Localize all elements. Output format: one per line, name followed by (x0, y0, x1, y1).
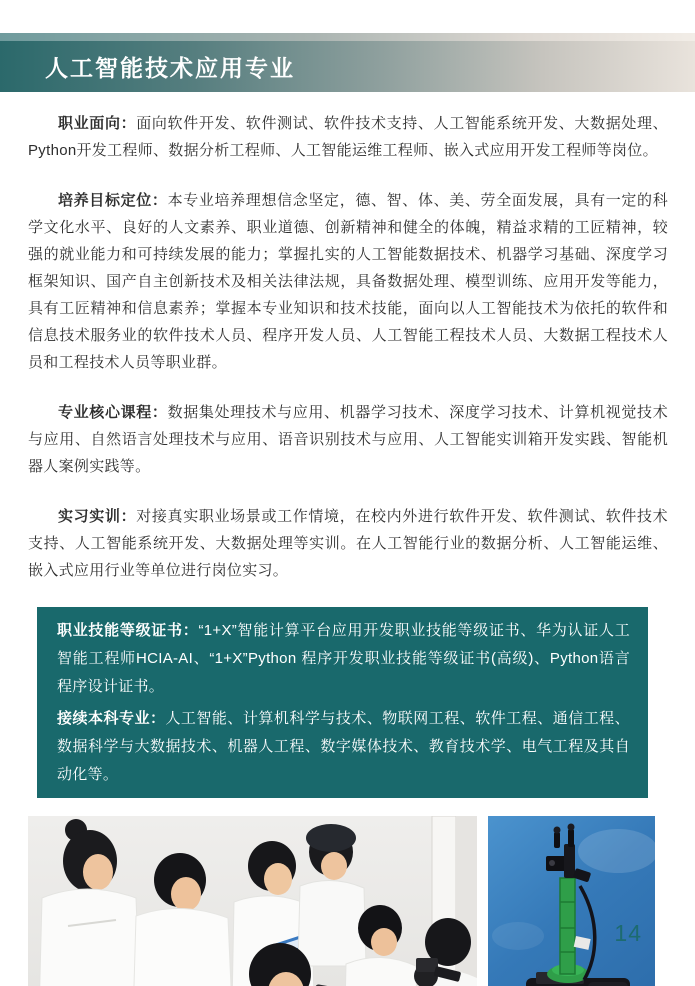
page-title: 人工智能技术应用专业 (45, 55, 295, 81)
bachelor-majors-label: 接续本科专业： (57, 710, 166, 727)
header-banner (0, 33, 695, 92)
bachelor-majors-text: 人工智能、计算机科学与技术、物联网工程、软件工程、通信工程、数据科学与大数据技术、机器人工程、数字媒体技术、教育技术学、电气工程及其自动化等。 (57, 710, 630, 783)
section-paragraph-internship (28, 503, 668, 584)
bachelor-majors-item (57, 705, 630, 789)
certificate-box (37, 607, 648, 798)
section-label: 专业核心课程： (58, 404, 168, 421)
section-paragraph-goal (28, 187, 668, 376)
header-bar (0, 41, 695, 92)
header-accent-strip (0, 33, 695, 41)
section-text: 数据集处理技术与应用、机器学习技术、深度学习技术、计算机视觉技术与应用、自然语言处理技术与应用、语音识别技术与应用、人工智能实训箱开发实践、智能机器人案例实践等。 (28, 404, 669, 475)
classroom-photo (28, 816, 477, 986)
robot-photo (488, 816, 655, 986)
certificate-item (57, 617, 630, 701)
section-label: 实习实训： (58, 508, 137, 525)
section-label: 培养目标定位： (58, 192, 168, 209)
section-text: 本专业培养理想信念坚定，德、智、体、美、劳全面发展，具有一定的科学文化水平、良好的人文素养、职业道德、创新精神和健全的体魄，精益求精的工匠精神，较强的就业能力和可持续发展的能力；掌握扎实的人工智能数据技术、机器学习基础、深度学习框架知识、国产自主创新技术及相关法律法规，具备数据处理、模型训练、应用开发等能力，具有工匠精神和信息素养；掌握本专业知识和技术技能，面向以人工智能技术为依托的软件和信息技术服务业的软件技术人员、程序开发人员、人工智能工程技术人员、大数据工程技术人员和工程技术人员等职业群。 (28, 192, 669, 371)
page-number: 14 (614, 920, 642, 946)
section-text: 对接真实职业场景或工作情境，在校内外进行软件开发、软件测试、软件技术支持、人工智能系统开发、大数据处理等实训。在人工智能行业的数据分析、人工智能运维、嵌入式应用行业等单位进行岗位实习。 (28, 508, 668, 579)
section-text: 面向软件开发、软件测试、软件技术支持、人工智能系统开发、大数据处理、Python开发工程师、数据分析工程师、人工智能运维工程师、嵌入式应用开发工程师等岗位。 (28, 115, 668, 159)
robot-photo-illustration (488, 816, 655, 986)
classroom-photo-illustration (28, 816, 477, 986)
certificate-text: “1+X”智能计算平台应用开发职业技能等级证书、华为认证人工智能工程师HCIA-AI、“1+X”Python 程序开发职业技能等级证书(高级)、Python语言程序设计证书。 (57, 622, 631, 695)
section-paragraph-career (28, 110, 668, 164)
section-label: 职业面向： (58, 115, 137, 132)
main-content (28, 92, 668, 986)
photo-row (28, 816, 668, 986)
section-paragraph-courses (28, 399, 668, 480)
certificate-label: 职业技能等级证书： (57, 622, 199, 639)
